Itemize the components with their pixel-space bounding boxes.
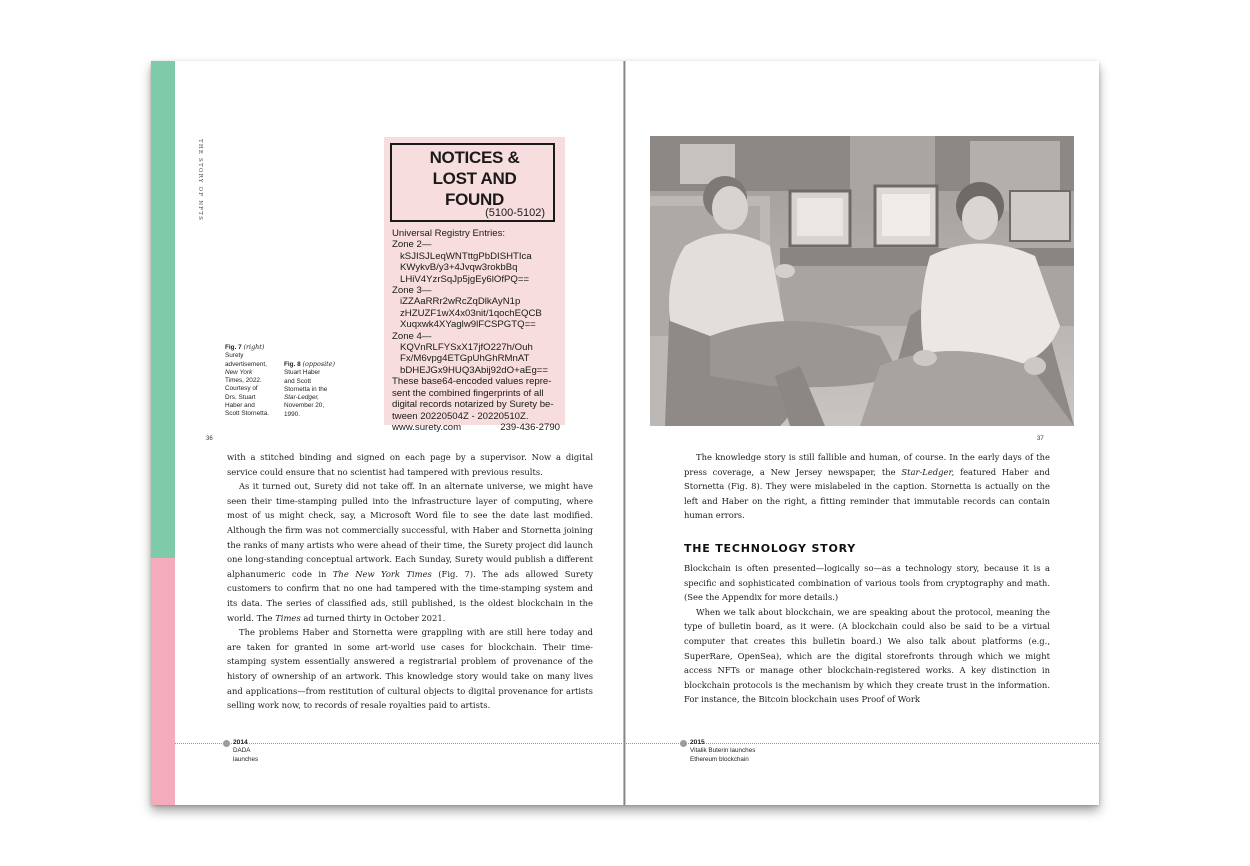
caption-fig-8-label: Fig. 8 bbox=[284, 361, 301, 368]
caption-line: Surety bbox=[225, 352, 244, 360]
book-spread bbox=[151, 61, 1099, 805]
ad-body bbox=[392, 228, 562, 433]
caption-fig-8-text bbox=[284, 369, 344, 419]
paragraph bbox=[227, 479, 593, 625]
caption-line: Stornetta in the bbox=[284, 385, 328, 393]
ad-headline-line: NOTICES & bbox=[429, 148, 520, 167]
left-page bbox=[151, 61, 624, 805]
italic-text: The New York Times bbox=[332, 568, 432, 579]
page-number-right: 37 bbox=[1037, 436, 1044, 442]
timeline-line-1: Vitalik Buterin launches bbox=[690, 747, 756, 755]
book-gutter bbox=[623, 61, 626, 805]
photo-haber-and-stornetta bbox=[650, 136, 1074, 426]
surety-advertisement bbox=[384, 137, 565, 433]
text-run: Blockchain is often presented—logically so—as a technology story, because it is a specific and sophisticated combination of various tools from cryptography and math. (See the Appendix for more details.) bbox=[684, 563, 1050, 603]
caption-line: Stuart Haber bbox=[284, 369, 321, 377]
text-run: As it turned out, Surety did not take off. In an alternate universe, we might have seen their time-stamping pulled into the infrastructure layer of computing, where most of us might check, say, a Microsoft Word file to see the date last modified. Although the firm was not commercially successful, with Haber and Stornetta joining the ranks of many artists who were ahead of their time, the Surety project did launch one long-standing conceptual artwork. Each Sunday, Surety would publish a different alphanumeric code in bbox=[227, 481, 593, 579]
ad-text-line: tween 20220504Z - 20220510Z. bbox=[392, 410, 529, 422]
timeline-line-1: DADA bbox=[233, 747, 251, 755]
caption-line: Times, 2022. bbox=[225, 377, 262, 385]
caption-line: advertisement, bbox=[225, 360, 267, 368]
timeline-dot-2015 bbox=[680, 740, 687, 747]
timeline-entry-2015 bbox=[690, 739, 755, 764]
ad-website: www.surety.com bbox=[392, 421, 462, 433]
ad-headline bbox=[392, 147, 557, 210]
ad-text-line: Universal Registry Entries: bbox=[392, 228, 506, 239]
ad-text-line: These base64-encoded values repre- bbox=[392, 376, 552, 388]
ad-headline-box bbox=[390, 143, 555, 222]
text-run: When we talk about blockchain, we are speaking about the protocol, meaning the type of bulletin board, as it were. (A blockchain could also be said to be a virtual computer that creates this bulletin board.) We also talk about platforms (e.g., SuperRare, OpenSea), which are the digital storefronts through which we might access NFTs or manage other blockchain-registered works. A key distinction in blockchain protocols is the mechanism by which they create trust in the information. For instance, the Bitcoin blockchain uses Proof of Work bbox=[684, 606, 1050, 705]
text-run: featured Haber and Stornetta (Fig. 8). They were mislabeled in the caption. Stornetta is actually on the left and Haber on the right, a fitting reminder that immutable records can contain human errors. bbox=[684, 466, 1050, 521]
caption-fig-8 bbox=[284, 360, 344, 419]
caption-line: Courtesy of bbox=[225, 385, 258, 393]
caption-fig-7-text bbox=[225, 352, 281, 418]
ad-phone: 239-436-2790 bbox=[500, 421, 560, 433]
caption-line: Scott Stornetta. bbox=[225, 410, 270, 418]
section-heading: THE TECHNOLOGY STORY bbox=[684, 542, 857, 555]
paragraph bbox=[684, 605, 1050, 707]
text-run: ad turned thirty in October 2021. bbox=[300, 612, 446, 623]
caption-line: Haber and bbox=[225, 402, 255, 410]
ad-text-line: Zone 2— bbox=[392, 239, 432, 251]
timeline-year-2014: 2014 bbox=[233, 739, 248, 746]
ad-headline-line: FOUND bbox=[445, 190, 504, 209]
timeline-line-2: Ethereum blockchain bbox=[690, 755, 749, 763]
photo-illustration bbox=[650, 136, 1074, 426]
caption-fig-7-label: Fig. 7 bbox=[225, 344, 242, 351]
caption-line: November 20, bbox=[284, 402, 325, 410]
ad-text-line: Zone 4— bbox=[392, 330, 432, 342]
caption-line: Star-Ledger, bbox=[284, 394, 320, 402]
right-body-text-top bbox=[684, 450, 1050, 523]
ad-code-line: KQVnRLFYSxX17jfO227h/Ouh bbox=[400, 342, 533, 354]
pink-color-band bbox=[151, 558, 175, 805]
page-number-left: 36 bbox=[206, 436, 213, 442]
text-run: with a stitched binding and signed on each page by a supervisor. Now a digital service could ensure that no scientist had tampered with previous results. bbox=[227, 452, 593, 477]
running-head: THE STORY OF NFTS bbox=[197, 139, 203, 222]
ad-text-line: sent the combined fingerprints of all bbox=[392, 387, 544, 399]
ad-text-line: Zone 3— bbox=[392, 285, 432, 297]
caption-line: Drs. Stuart bbox=[225, 393, 256, 401]
timeline-year-2015: 2015 bbox=[690, 739, 705, 746]
caption-fig-7 bbox=[225, 343, 281, 419]
italic-text: Star-Ledger, bbox=[901, 466, 955, 477]
ad-registry-lines bbox=[392, 228, 562, 422]
paragraph bbox=[227, 625, 593, 713]
caption-fig-7-position: (right) bbox=[243, 343, 265, 351]
paragraph bbox=[684, 561, 1050, 605]
right-body-text-bottom bbox=[684, 561, 1050, 707]
caption-line: and Scott bbox=[284, 377, 312, 385]
caption-line: 1990. bbox=[284, 410, 300, 418]
text-run: (Fig. 7). The ads allowed Surety customers to confirm that no one had tampered with the time-stamping system and its data. The series of classified ads, still published, is the oldest blockchain in the world. The bbox=[227, 568, 593, 623]
italic-text: Times bbox=[275, 612, 301, 623]
text-run: The knowledge story is still fallible and human, of course. In the early days of the press coverage, a New Jersey newspaper, the bbox=[684, 452, 1050, 477]
ad-text-line: digital records notarized by Surety be- bbox=[392, 399, 554, 411]
ad-code-line: KWykvB/y3+4Jvqw3rokbBq bbox=[400, 262, 518, 274]
caption-line: New York bbox=[225, 368, 253, 376]
ad-section-code: (5100-5102) bbox=[485, 207, 545, 219]
ad-code-line: zHZUZF1wX4x03nit/1qochEQCB bbox=[400, 307, 542, 319]
ad-headline-line: LOST AND bbox=[432, 169, 517, 188]
paragraph bbox=[684, 450, 1050, 523]
caption-fig-8-position: (opposite) bbox=[302, 360, 336, 368]
text-run: The problems Haber and Stornetta were grappling with are still here today and are taken for granted in some art-world use cases for blockchain. Their time-stamping system essentially answered a registrarial problem of provenance of the history of ownership of an artwork. This knowledge story would take on many lives and applications—from restitution of cultural objects to digital provenance for artists selling work now, to records of resale royalties paid to artists. bbox=[227, 627, 593, 711]
ad-code-line: iZZAaRRr2wRcZqDlkAyN1p bbox=[400, 296, 521, 308]
timeline-entry-2014 bbox=[233, 739, 258, 764]
ad-code-line: LHiV4YzrSqJp5jgEy6lOfPQ== bbox=[400, 273, 530, 285]
ad-code-line: Xuqxwk4XYaglw9lFCSPGTQ== bbox=[400, 319, 536, 331]
timeline-dot-2014 bbox=[223, 740, 230, 747]
green-color-band bbox=[151, 61, 175, 558]
timeline-line-2: launches bbox=[233, 755, 259, 763]
left-body-text bbox=[227, 450, 593, 713]
right-page bbox=[625, 61, 1099, 805]
ad-footer bbox=[392, 422, 560, 433]
paragraph bbox=[227, 450, 593, 479]
ad-code-line: kSJISJLeqWNTttgPbDISHTIca bbox=[400, 250, 532, 262]
ad-code-line: Fx/M6vpg4ETGpUhGhRMnAT bbox=[400, 353, 530, 365]
ad-code-line: bDHEJGx9HUQ3Abij92dO+aEg== bbox=[400, 364, 548, 376]
